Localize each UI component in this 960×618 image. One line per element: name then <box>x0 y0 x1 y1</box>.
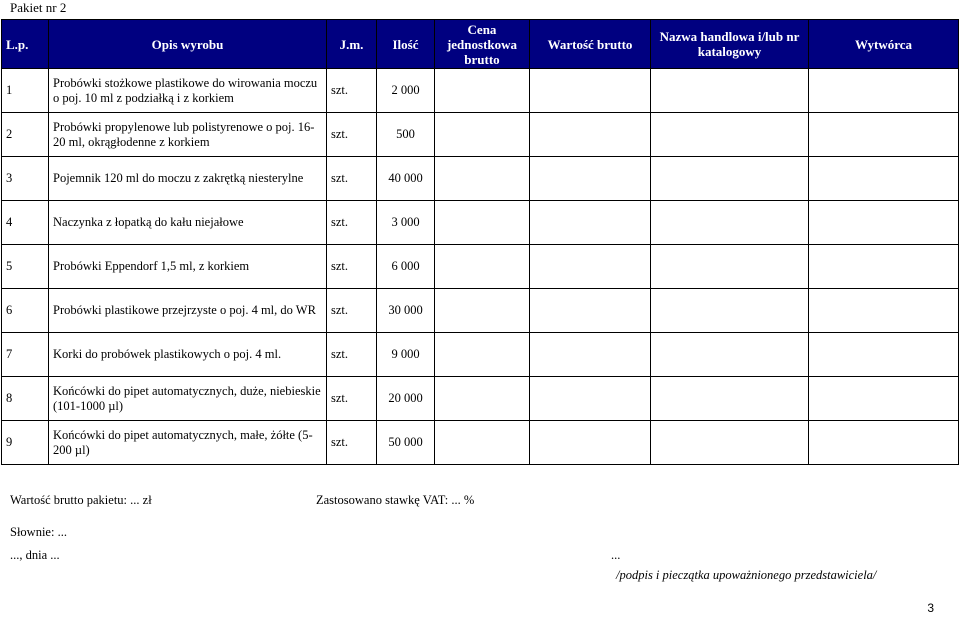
col-header-lp: L.p. <box>2 20 49 69</box>
cell-manufacturer <box>809 421 959 465</box>
cell-trade-name <box>651 421 809 465</box>
cell-unit-price <box>435 69 530 113</box>
cell-quantity: 9 000 <box>377 333 435 377</box>
cell-trade-name <box>651 157 809 201</box>
cell-trade-name <box>651 289 809 333</box>
col-header-description: Opis wyrobu <box>49 20 327 69</box>
cell-trade-name <box>651 245 809 289</box>
cell-quantity: 40 000 <box>377 157 435 201</box>
cell-manufacturer <box>809 69 959 113</box>
cell-unit-price <box>435 421 530 465</box>
cell-quantity: 20 000 <box>377 377 435 421</box>
col-header-manufacturer: Wytwórca <box>809 20 959 69</box>
cell-lp: 1 <box>2 69 49 113</box>
cell-trade-name <box>651 333 809 377</box>
cell-unit: szt. <box>327 201 377 245</box>
table-row <box>2 289 959 333</box>
cell-lp: 7 <box>2 333 49 377</box>
cell-trade-name <box>651 377 809 421</box>
table-row <box>2 201 959 245</box>
cell-description: Korki do probówek plastikowych o poj. 4 ml. <box>49 333 327 377</box>
cell-unit-price <box>435 157 530 201</box>
cell-unit-price <box>435 113 530 157</box>
cell-gross-value <box>530 421 651 465</box>
table-row <box>2 245 959 289</box>
cell-description: Naczynka z łopatką do kału niejałowe <box>49 201 327 245</box>
table-row <box>2 69 959 113</box>
cell-unit: szt. <box>327 245 377 289</box>
cell-lp: 6 <box>2 289 49 333</box>
cell-gross-value <box>530 245 651 289</box>
package-title: Pakiet nr 2 <box>10 0 67 15</box>
table-row <box>2 421 959 465</box>
cell-gross-value <box>530 289 651 333</box>
cell-lp: 3 <box>2 157 49 201</box>
col-header-quantity: Ilość <box>377 20 435 69</box>
cell-gross-value <box>530 201 651 245</box>
cell-lp: 2 <box>2 113 49 157</box>
place-date-line: ..., dnia ... <box>10 548 60 562</box>
cell-description: Końcówki do pipet automatycznych, małe, żółte (5-200 µl) <box>49 421 327 465</box>
cell-lp: 4 <box>2 201 49 245</box>
cell-gross-value <box>530 333 651 377</box>
table-row <box>2 377 959 421</box>
cell-manufacturer <box>809 245 959 289</box>
cell-unit-price <box>435 377 530 421</box>
col-header-trade-name: Nazwa handlowa i/lub nr katalogowy <box>651 20 809 69</box>
cell-unit: szt. <box>327 157 377 201</box>
cell-manufacturer <box>809 157 959 201</box>
table-row <box>2 113 959 157</box>
cell-gross-value <box>530 69 651 113</box>
cell-gross-value <box>530 377 651 421</box>
cell-unit: szt. <box>327 113 377 157</box>
cell-unit: szt. <box>327 421 377 465</box>
cell-manufacturer <box>809 201 959 245</box>
amount-in-words-line: Słownie: ... <box>10 525 67 539</box>
cell-trade-name <box>651 201 809 245</box>
table-row <box>2 157 959 201</box>
page-number: 3 <box>927 601 934 615</box>
cell-unit: szt. <box>327 289 377 333</box>
cell-quantity: 50 000 <box>377 421 435 465</box>
cell-trade-name <box>651 69 809 113</box>
cell-unit-price <box>435 201 530 245</box>
col-header-unit-price: Cena jednostkowa brutto <box>435 20 530 69</box>
cell-unit-price <box>435 289 530 333</box>
cell-quantity: 2 000 <box>377 69 435 113</box>
cell-quantity: 6 000 <box>377 245 435 289</box>
cell-gross-value <box>530 113 651 157</box>
cell-unit-price <box>435 245 530 289</box>
cell-lp: 5 <box>2 245 49 289</box>
cell-description: Probówki Eppendorf 1,5 ml, z korkiem <box>49 245 327 289</box>
cell-unit: szt. <box>327 69 377 113</box>
vat-rate-line: Zastosowano stawkę VAT: ... % <box>316 493 475 507</box>
items-table <box>1 19 959 465</box>
cell-unit-price <box>435 333 530 377</box>
cell-unit: szt. <box>327 377 377 421</box>
table-header-row <box>2 20 959 69</box>
cell-trade-name <box>651 113 809 157</box>
cell-description: Końcówki do pipet automatycznych, duże, niebieskie (101-1000 µl) <box>49 377 327 421</box>
cell-lp: 8 <box>2 377 49 421</box>
signature-caption: /podpis i pieczątka upoważnionego przedstawiciela/ <box>616 568 877 582</box>
table-row <box>2 333 959 377</box>
cell-manufacturer <box>809 333 959 377</box>
cell-gross-value <box>530 157 651 201</box>
cell-manufacturer <box>809 113 959 157</box>
cell-lp: 9 <box>2 421 49 465</box>
cell-unit: szt. <box>327 333 377 377</box>
package-value-line: Wartość brutto pakietu: ... zł <box>10 493 152 507</box>
col-header-unit: J.m. <box>327 20 377 69</box>
col-header-gross-value: Wartość brutto <box>530 20 651 69</box>
cell-description: Probówki propylenowe lub polistyrenowe o poj. 16-20 ml, okrągłodenne z korkiem <box>49 113 327 157</box>
cell-manufacturer <box>809 377 959 421</box>
cell-quantity: 3 000 <box>377 201 435 245</box>
signature-dots: ... <box>611 548 621 562</box>
cell-manufacturer <box>809 289 959 333</box>
cell-quantity: 30 000 <box>377 289 435 333</box>
cell-description: Probówki plastikowe przejrzyste o poj. 4 ml, do WR <box>49 289 327 333</box>
cell-description: Pojemnik 120 ml do moczu z zakrętką niesterylne <box>49 157 327 201</box>
cell-description: Probówki stożkowe plastikowe do wirowania moczu o poj. 10 ml z podziałką i z korkiem <box>49 69 327 113</box>
cell-quantity: 500 <box>377 113 435 157</box>
